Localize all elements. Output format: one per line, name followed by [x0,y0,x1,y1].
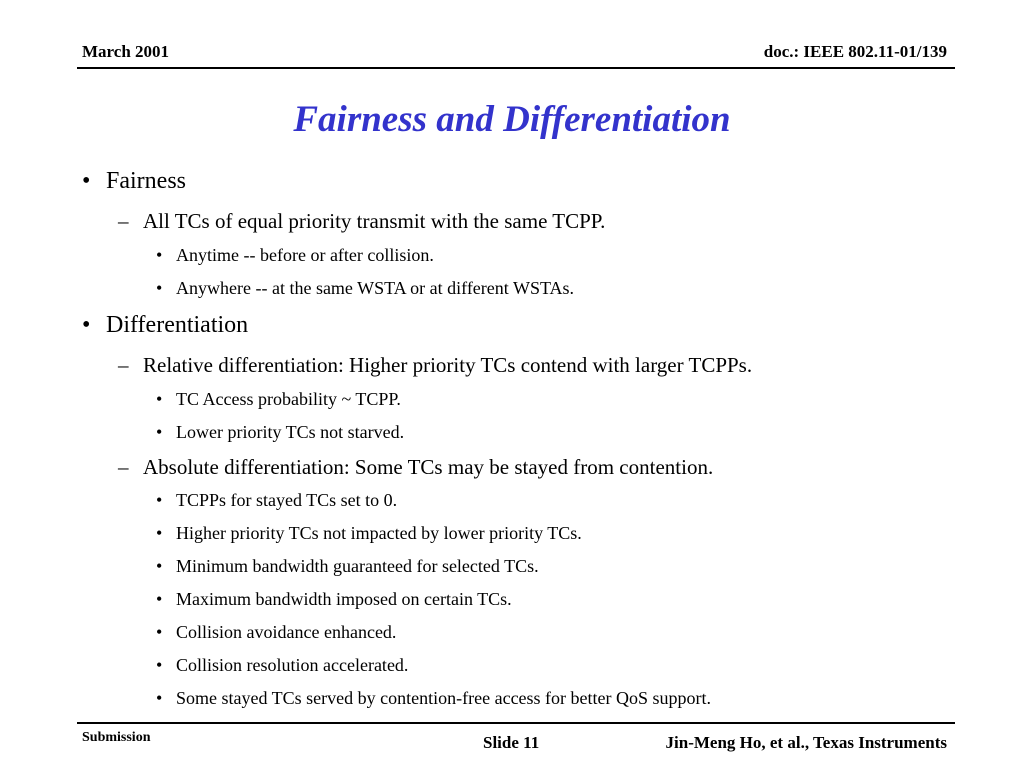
item-text: TCPPs for stayed TCs set to 0. [176,490,398,510]
item-min-bandwidth [156,556,539,577]
item-text: Collision avoidance enhanced. [176,622,397,642]
item-text: Lower priority TCs not starved. [176,422,405,442]
header-divider [77,67,955,69]
bullet-marker: • [156,389,163,409]
footer-author: Jin-Meng Ho, et al., Texas Instruments [665,733,947,752]
item-text: TC Access probability ~ TCPP. [176,389,401,409]
item-text: Some stayed TCs served by contention-free access for better QoS support. [176,688,712,708]
bullet-marker: • [156,655,163,675]
slide-title: Fairness and Differentiation [293,99,731,140]
subbullet-equal-priority [118,209,605,234]
item-text: Collision resolution accelerated. [176,655,409,675]
footer-divider [77,722,955,724]
bullet-marker: • [156,622,163,642]
subbullet-absolute [118,455,713,480]
item-max-bandwidth [156,589,512,610]
item-access-probability [156,389,401,410]
bullet-marker: • [156,589,163,609]
subbullet-text: Relative differentiation: Higher priority TCs contend with larger TCPPs. [143,353,753,377]
bullet-marker: • [156,278,163,298]
bullet-text: Differentiation [106,312,249,338]
footer-slide-number: Slide 11 [483,733,540,752]
item-stayed-zero [156,490,397,511]
dash-marker: – [118,455,129,479]
footer-submission: Submission [82,730,151,745]
item-text: Higher priority TCs not impacted by lower priority TCs. [176,523,582,543]
item-text: Anywhere -- at the same WSTA or at different WSTAs. [176,278,575,298]
item-not-impacted [156,523,582,544]
bullet-marker: • [156,556,163,576]
subbullet-text: All TCs of equal priority transmit with the same TCPP. [143,209,606,233]
dash-marker: – [118,209,129,233]
item-anytime [156,245,434,266]
subbullet-text: Absolute differentiation: Some TCs may be stayed from contention. [143,455,714,479]
bullet-marker: • [156,523,163,543]
bullet-marker: • [82,168,91,194]
subbullet-relative [118,353,752,378]
dash-marker: – [118,353,129,377]
bullet-marker: • [156,490,163,510]
item-text: Anytime -- before or after collision. [176,245,434,265]
item-anywhere [156,278,574,299]
bullet-text: Fairness [106,168,186,194]
bullet-marker: • [156,245,163,265]
item-text: Maximum bandwidth imposed on certain TCs. [176,589,512,609]
bullet-marker: • [156,688,163,708]
header-date: March 2001 [82,42,170,61]
bullet-marker: • [82,312,91,338]
header-doc-number: doc.: IEEE 802.11-01/139 [763,42,947,61]
bullet-marker: • [156,422,163,442]
bullet-fairness [82,168,186,195]
item-text: Minimum bandwidth guaranteed for selected TCs. [176,556,539,576]
bullet-differentiation [82,312,248,339]
item-collision-avoidance [156,622,396,643]
item-collision-resolution [156,655,408,676]
item-contention-free [156,688,711,709]
item-not-starved [156,422,404,443]
